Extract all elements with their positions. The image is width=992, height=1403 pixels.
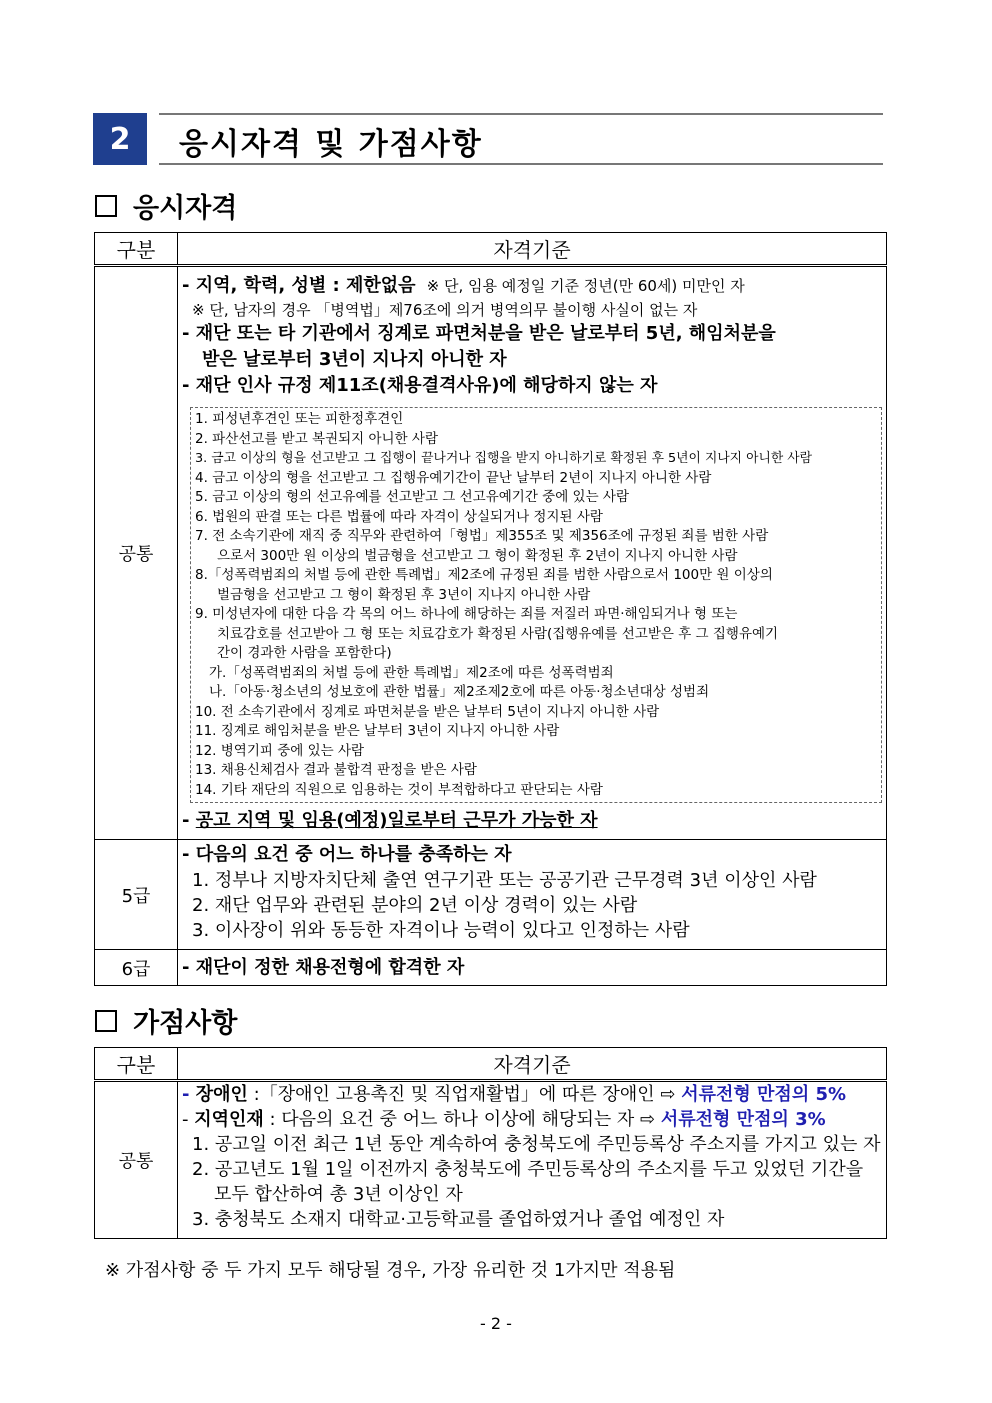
list-item: 벌금형을 선고받고 그 형이 확정된 후 3년이 지나지 아니한 사람	[217, 586, 591, 603]
list-item: 1. 피성년후견인 또는 피한정후견인	[195, 411, 404, 427]
square-bullet-icon	[95, 195, 117, 217]
list-item: 가.「성폭력범죄의 처벌 등에 관한 특례법」제2조에 따른 성폭력범죄	[209, 664, 614, 681]
list-item: 으로서 300만 원 이상의 벌금형을 선고받고 그 형이 확정된 후 2년이 지나지 아니한 사람	[217, 547, 738, 564]
list-item: 치료감호를 선고받아 그 형 또는 치료감호가 확정된 사람(집행유예를 선고받은 후 그 집행유예기	[217, 625, 779, 642]
criteria-line: - 재단 또는 타 기관에서 징계로 파면처분을 받은 날로부터 5년, 해임처분을	[182, 323, 776, 344]
list-item: 10. 전 소속기관에서 징계로 파면처분을 받은 날부터 5년이 지나지 아니한 사람	[195, 703, 660, 720]
list-item: 1. 정부나 지방자치단체 출연 연구기관 또는 공공기관 근무경력 3년 이상인 사람	[192, 870, 817, 891]
row-label-common: 공통	[95, 266, 178, 840]
list-item: 모두 합산하여 총 3년 이상인 자	[214, 1184, 463, 1205]
header-rule-top	[159, 113, 883, 115]
page-number: - 2 -	[480, 1314, 512, 1333]
list-item: 간이 경과한 사람을 포함한다)	[217, 645, 392, 661]
header-rule-bottom	[159, 163, 883, 165]
list-item: 6. 법원의 판결 또는 다른 법률에 따라 자격이 상실되거나 정지된 사람	[195, 508, 603, 525]
col-header-category: 구분	[95, 1048, 178, 1081]
row-label-grade5: 5급	[95, 840, 178, 950]
bonus-table	[94, 1047, 887, 1239]
footnote: ※ 가점사항 중 두 가지 모두 해당될 경우, 가장 유리한 것 1가지만 적용됨	[105, 1260, 676, 1281]
list-item: 13. 채용신체검사 결과 불합격 판정을 받은 사람	[195, 762, 477, 778]
list-item: 8.「성폭력범죄의 처벌 등에 관한 특례법」제2조에 규정된 죄를 범한 사람으로서 100만 원 이상의	[195, 567, 773, 583]
square-bullet-icon	[95, 1010, 117, 1032]
list-item: 1. 공고일 이전 최근 1년 동안 계속하여 충청북도에 주민등록상 주소지를 가지고 있는 자	[192, 1134, 881, 1155]
col-header-criteria: 자격기준	[178, 1048, 887, 1081]
list-item: 나.「아동·청소년의 성보호에 관한 법률」제2조제2호에 따른 아동·청소년대상 성범죄	[209, 684, 710, 700]
criteria-note: ※ 단, 임용 예정일 기준 정년(만 60세) 미만인 자	[426, 277, 745, 295]
section-header	[93, 113, 883, 165]
list-item: 3. 금고 이상의 형을 선고받고 그 집행이 끝나거나 집행을 받지 아니하기로 확정된 후 5년이 지나지 아니한 사람	[195, 451, 812, 466]
list-item: 4. 금고 이상의 형을 선고받고 그 집행유예기간이 끝난 날부터 2년이 지나지 아니한 사람	[195, 469, 712, 486]
list-item: 7. 전 소속기관에 재직 중 직무와 관련하여「형법」제355조 및 제356조에 규정된 죄를 범한 사람	[195, 528, 769, 544]
list-item: 5. 금고 이상의 형의 선고유예를 선고받고 그 선고유예기간 중에 있는 사람	[195, 489, 629, 505]
criteria-line: - 지역, 학력, 성별 : 제한없음	[182, 275, 416, 296]
subsection-title: 응시자격	[133, 193, 238, 224]
grade6-criteria-cell	[178, 950, 887, 986]
criteria-line: - 지역인재 : 다음의 요건 중 어느 하나 이상에 해당되는 자 ⇨ 서류전형 만점의 3%	[182, 1109, 826, 1130]
row-label-common: 공통	[95, 1081, 178, 1239]
eligibility-table	[94, 232, 887, 986]
criteria-line: - 다음의 요건 중 어느 하나를 충족하는 자	[182, 844, 512, 865]
criteria-line: - 재단 인사 규정 제11조(채용결격사유)에 해당하지 않는 자	[182, 375, 658, 396]
grade5-criteria-cell	[178, 840, 887, 950]
row-label-grade6: 6급	[95, 950, 178, 986]
list-item: 9. 미성년자에 대한 다음 각 목의 어느 하나에 해당하는 죄를 저질러 파면·해임되거나 형 또는	[195, 606, 738, 622]
list-item: 2. 공고년도 1월 1일 이전까지 충청북도에 주민등록상의 주소지를 두고 있었던 기간을	[192, 1159, 864, 1180]
criteria-line: 받은 날로부터 3년이 지나지 아니한 자	[202, 349, 507, 370]
list-item: 2. 파산선고를 받고 복권되지 아니한 사람	[195, 430, 438, 447]
criteria-line: - 장애인 :「장애인 고용촉진 및 직업재활법」에 따른 장애인 ⇨ 서류전형 만점의 5%	[182, 1084, 847, 1105]
list-item: 2. 재단 업무와 관련된 분야의 2년 이상 경력이 있는 사람	[192, 895, 638, 916]
subsection-heading-eligibility	[95, 186, 237, 225]
bonus-criteria-cell	[178, 1081, 887, 1239]
col-header-category: 구분	[95, 233, 178, 266]
list-item: 3. 이사장이 위와 동등한 자격이나 능력이 있다고 인정하는 사람	[192, 920, 690, 941]
list-item: 11. 징계로 해임처분을 받은 날부터 3년이 지나지 아니한 사람	[195, 723, 560, 739]
common-criteria-cell	[178, 266, 887, 840]
list-item: 3. 충청북도 소재지 대학교·고등학교를 졸업하였거나 졸업 예정인 자	[192, 1209, 725, 1230]
list-item: 12. 병역기피 중에 있는 사람	[195, 742, 365, 759]
disqualification-list	[190, 407, 882, 803]
section-number: 2	[93, 113, 147, 165]
criteria-note: ※ 단, 남자의 경우 「병역법」제76조에 의거 병역의무 불이행 사실이 없는 자	[192, 301, 698, 319]
criteria-line: - 재단이 정한 채용전형에 합격한 자	[182, 956, 465, 978]
list-item: 14. 기타 재단의 직원으로 임용하는 것이 부적합하다고 판단되는 사람	[195, 781, 603, 798]
section-title: 응시자격 및 가점사항	[179, 127, 483, 162]
subsection-title: 가점사항	[133, 1008, 238, 1039]
col-header-criteria: 자격기준	[178, 233, 887, 266]
subsection-heading-bonus	[95, 1001, 237, 1040]
criteria-line: - 공고 지역 및 임용(예정)일로부터 근무가 가능한 자	[182, 810, 598, 831]
